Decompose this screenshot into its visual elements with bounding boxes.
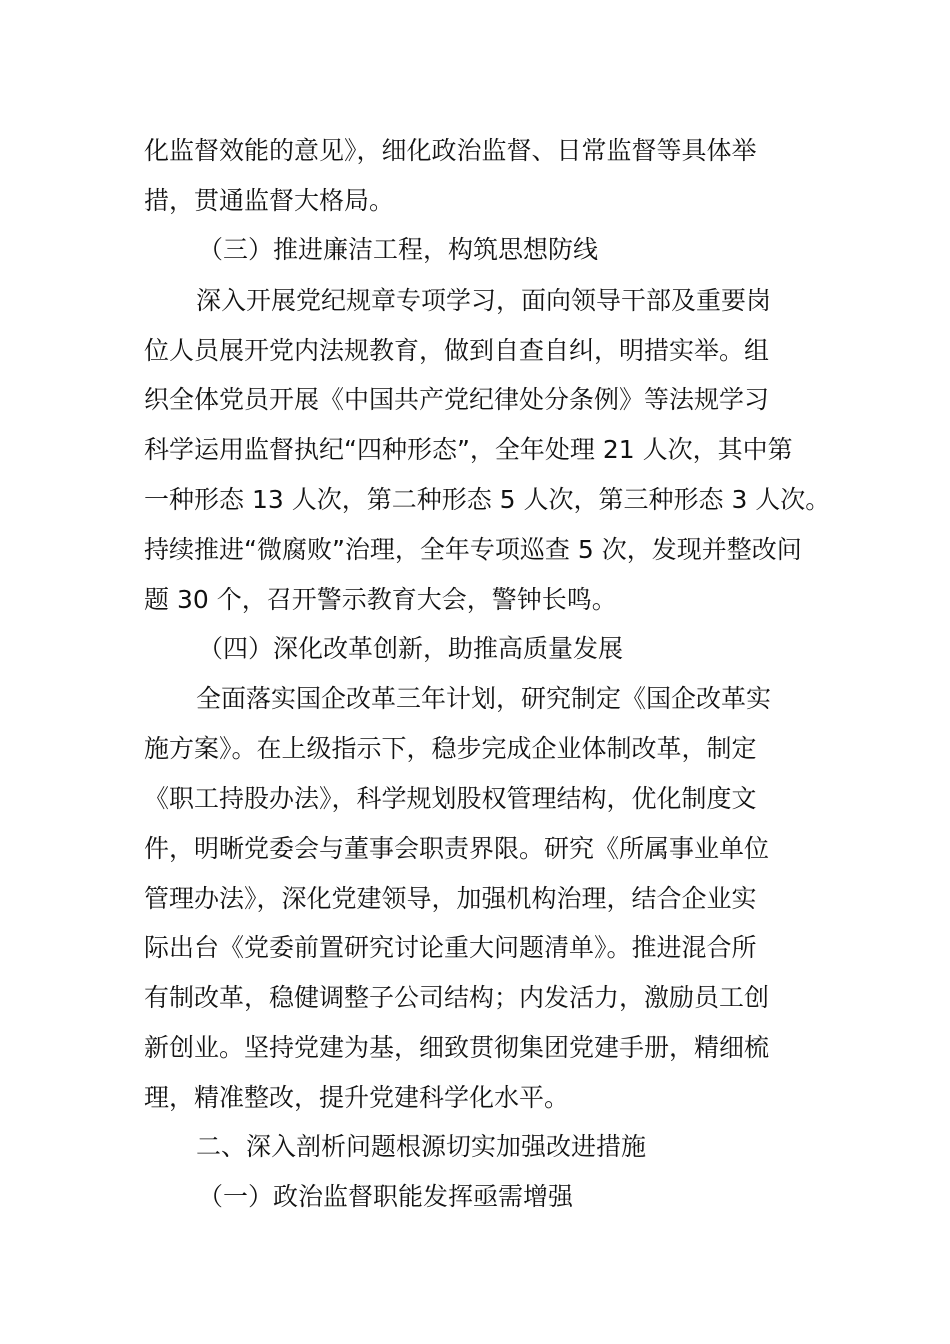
text-line: 管理办法》，深化党建领导，加强机构治理，结合企业实 bbox=[144, 884, 757, 913]
section-heading: （四）深化改革创新，助推高质量发展 bbox=[198, 634, 624, 663]
section-heading: （一）政治监督职能发挥亟需增强 bbox=[198, 1182, 574, 1211]
text-line: 际出台《党委前置研究讨论重大问题清单》。推进混合所 bbox=[144, 933, 757, 962]
text-line: 施方案》。在上级指示下，稳步完成企业体制改革，制定 bbox=[144, 734, 757, 763]
text-line: 新创业。坚持党建为基，细致贯彻集团党建手册，精细梳 bbox=[144, 1033, 770, 1062]
text-line: 织全体党员开展《中国共产党纪律处分条例》等法规学习 bbox=[144, 385, 770, 414]
text-line: 件，明晰党委会与董事会职责界限。研究《所属事业单位 bbox=[144, 834, 770, 863]
text-line: 题 30 个，召开警示教育大会，警钟长鸣。 bbox=[144, 585, 617, 614]
text-line: 《职工持股办法》，科学规划股权管理结构，优化制度文 bbox=[144, 784, 757, 813]
text-line: 理，精准整改，提升党建科学化水平。 bbox=[144, 1083, 570, 1112]
text-line: 持续推进“微腐败”治理，全年专项巡查 5 次，发现并整改问 bbox=[144, 535, 802, 564]
text-line: 化监督效能的意见》，细化政治监督、日常监督等具体举 bbox=[144, 136, 757, 165]
section-heading: （三）推进廉洁工程，构筑思想防线 bbox=[198, 235, 599, 264]
chapter-heading: 二、深入剖析问题根源切实加强改进措施 bbox=[196, 1132, 647, 1161]
text-line: 深入开展党纪规章专项学习，面向领导干部及重要岗 bbox=[196, 286, 772, 315]
text-line: 一种形态 13 人次，第二种形态 5 人次，第三种形态 3 人次。 bbox=[144, 485, 831, 514]
text-line: 措，贯通监督大格局。 bbox=[144, 186, 395, 215]
text-line: 科学运用监督执纪“四种形态”，全年处理 21 人次，其中第 bbox=[144, 435, 793, 464]
text-line: 位人员展开党内法规教育，做到自查自纠，明措实举。组 bbox=[144, 336, 770, 365]
text-line: 全面落实国企改革三年计划，研究制定《国企改革实 bbox=[196, 684, 772, 713]
text-line: 有制改革，稳健调整子公司结构；内发活力，激励员工创 bbox=[144, 983, 770, 1012]
